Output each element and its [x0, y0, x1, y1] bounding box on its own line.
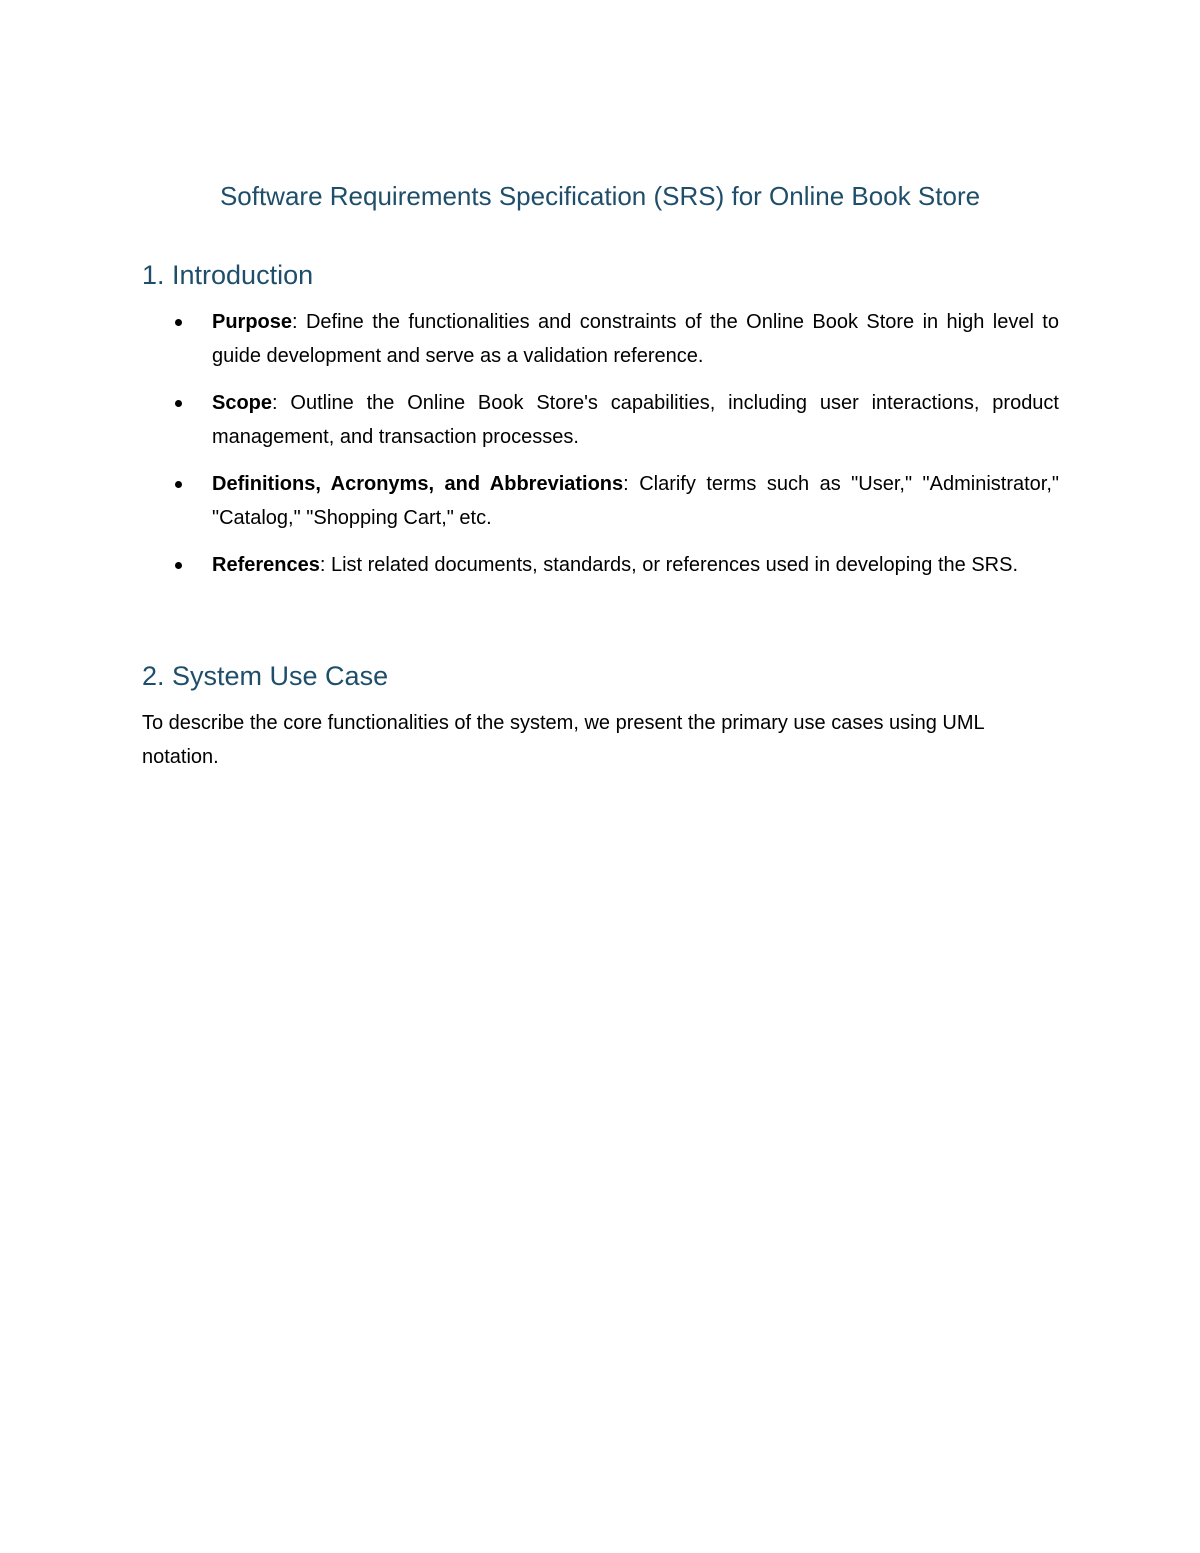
list-item-scope	[142, 387, 1059, 454]
bullet-term: Purpose	[212, 311, 293, 333]
section-heading-introduction: 1. Introduction	[142, 260, 314, 290]
bullet-term: References	[212, 554, 320, 576]
introduction-bullet-list	[142, 306, 1059, 597]
bullet-text: : Clarify terms such as "User," "Administrator," "Catalog," "Shopping Cart," etc.	[212, 473, 1060, 529]
bullet-icon	[175, 562, 182, 569]
bullet-text: : Define the functionalities and constraints of the Online Book Store in high level to guide development and serve as a validation reference.	[212, 311, 1059, 367]
list-item-references	[142, 549, 1059, 583]
section-heading-system-use-case: 2. System Use Case	[142, 661, 389, 691]
bullet-icon	[175, 400, 182, 407]
list-item-definitions	[142, 468, 1059, 535]
bullet-icon	[175, 319, 182, 326]
document-title: Software Requirements Specification (SRS) for Online Book Store	[219, 181, 981, 211]
bullet-icon	[175, 481, 182, 488]
system-use-case-paragraph: To describe the core functionalities of the system, we present the primary use cases using UML notation.	[142, 712, 984, 768]
bullet-text: : List related documents, standards, or references used in developing the SRS.	[319, 554, 1019, 576]
list-item-purpose	[142, 306, 1059, 373]
bullet-term: Scope	[212, 392, 273, 414]
bullet-term: Definitions, Acronyms, and Abbreviations	[212, 473, 624, 495]
bullet-text: : Outline the Online Book Store's capabilities, including user interactions, product management, and transaction processes.	[212, 392, 1059, 448]
